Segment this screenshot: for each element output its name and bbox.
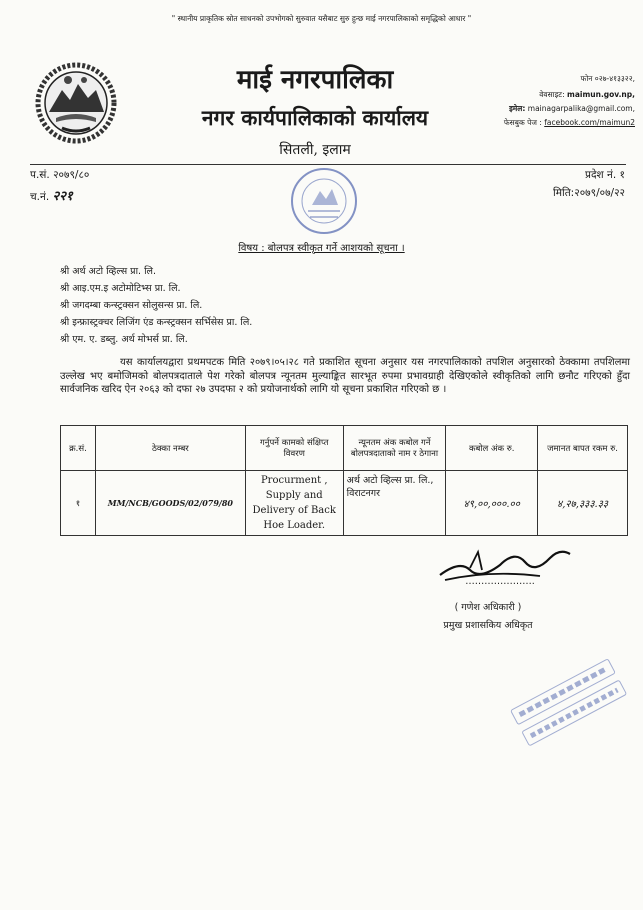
contact-phone: फोन ०२७-४१३३२२, <box>580 74 635 83</box>
header-sn: क्र.सं. <box>61 426 96 471</box>
cell-description: Procurment , Supply and Delivery of Back Hoe Loader. <box>245 471 343 536</box>
table-row <box>61 471 628 536</box>
office-location: सितली, इलाम <box>279 142 351 158</box>
issue-date <box>553 186 625 200</box>
contact-website <box>539 90 635 100</box>
header-motto: " स्थानीय प्राकृतिक स्रोत साधनको उपभोगको सुरुवात यसैबाट सुरु हुन्छ माई नगरपालिकाको समृद्धिको आधार " <box>171 14 472 23</box>
cell-contract-no: MM/NCB/GOODS/02/079/80 <box>95 471 245 536</box>
dispatch-number-value: २२१ <box>52 189 73 204</box>
header-contract-no: ठेक्का नम्बर <box>95 426 245 471</box>
cell-bid-amount: ४९,००,०००.०० <box>446 471 538 536</box>
recipient-item: श्री इन्फ्रास्ट्रक्चर लिजिंग एंड कन्स्ट्रक्सन सर्भिसेस प्रा. लि. <box>60 317 253 328</box>
designation-seal-icon <box>505 650 635 760</box>
letter-number-label: प.सं. <box>30 169 50 181</box>
cell-sn: १ <box>61 471 96 536</box>
nepal-emblem-icon <box>32 60 120 146</box>
province-number: प्रदेश नं. १ <box>585 169 625 181</box>
issue-date-label: मिति: <box>552 187 575 199</box>
recipient-item: श्री आइ.एम.इ अटोमोटिभ्स प्रा. लि. <box>60 283 181 294</box>
page-title: माई नगरपालिका <box>236 65 394 95</box>
signer-name: ( गणेश अधिकारी ) <box>454 602 522 613</box>
subject-line <box>0 240 643 254</box>
dispatch-number-label: च.नं. <box>30 191 50 203</box>
cell-bidder: अर्थ अटो व्हिल्स प्रा. लि., विराटनगर <box>343 471 446 536</box>
recipient-item: श्री अर्थ अटो व्हिल्स प्रा. लि. <box>60 266 156 277</box>
header-bid-amount: कबोल अंक रु. <box>446 426 538 471</box>
letter-number <box>30 168 89 182</box>
header-description: गर्नुपर्ने कामको संक्षिप्त विवरण <box>245 426 343 471</box>
contact-email-label: इमेल: <box>509 104 526 113</box>
recipient-item: श्री एम. ए. डब्लु. अर्थ मोभर्स प्रा. लि. <box>60 334 188 345</box>
contact-website-label: वेवसाइट: <box>539 90 565 99</box>
office-stamp-icon <box>288 165 360 237</box>
contact-facebook-value[interactable]: facebook.com/maimun2 <box>544 118 635 127</box>
issue-date-value: २०७९/०७/२२ <box>574 187 625 199</box>
letter-number-value: २०७९/८० <box>53 169 90 181</box>
notice-body: यस कार्यालयद्वारा प्रथमपटक मिति २०७९।०५।२८ गते प्रकाशित सूचना अनुसार यस नगरपालिकाको तपशिल अनुसारको ठेक्कामा तपशिलमा उल्लेख भए बमोजिमको बोलपत्रदाताले पेश गरेको बोलपत्र न्यूनतम मुल्याङ्कित सारभूत रुपमा प्रभावग्राही देखिएकोले स्वीकृतिको लागि छनौट गरिएको हुँदा सार्वजनिक खरिद ऐन २०६३ को दफा २७ उपदफा २ को प्रयोजनार्थको लागि यो सूचना प्रकाशित गरिएको छ । <box>60 357 630 396</box>
signature-dots: …………………. <box>465 576 535 587</box>
contact-website-value[interactable]: maimun.gov.np, <box>567 90 635 99</box>
header-bidder: न्यूनतम अंक कबोल गर्ने बोलपत्रदाताको नाम र ठेगाना <box>343 426 446 471</box>
contact-facebook <box>504 118 635 128</box>
contact-facebook-label: फेसबुक पेज : <box>503 118 542 127</box>
contact-email-value[interactable]: mainagarpalika@gmail.com, <box>527 104 635 113</box>
subject-text: विषय : बोलपत्र स्वीकृत गर्ने आशयको सूचना । <box>238 243 405 254</box>
office-subtitle: नगर कार्यपालिकाको कार्यालय <box>201 105 429 130</box>
cell-guarantee: ४,२७,३३३.३३ <box>538 471 628 536</box>
header-guarantee: जमानत बापत रकम रु. <box>538 426 628 471</box>
bid-table <box>60 425 628 536</box>
contact-email <box>509 104 635 114</box>
recipient-item: श्री जगदम्बा कन्स्ट्रक्सन सोलुसन्स प्रा. लि. <box>60 300 203 311</box>
dispatch-number <box>30 186 73 204</box>
signer-designation: प्रमुख प्रशासकिय अधिकृत <box>443 620 533 631</box>
table-header-row <box>61 426 628 471</box>
